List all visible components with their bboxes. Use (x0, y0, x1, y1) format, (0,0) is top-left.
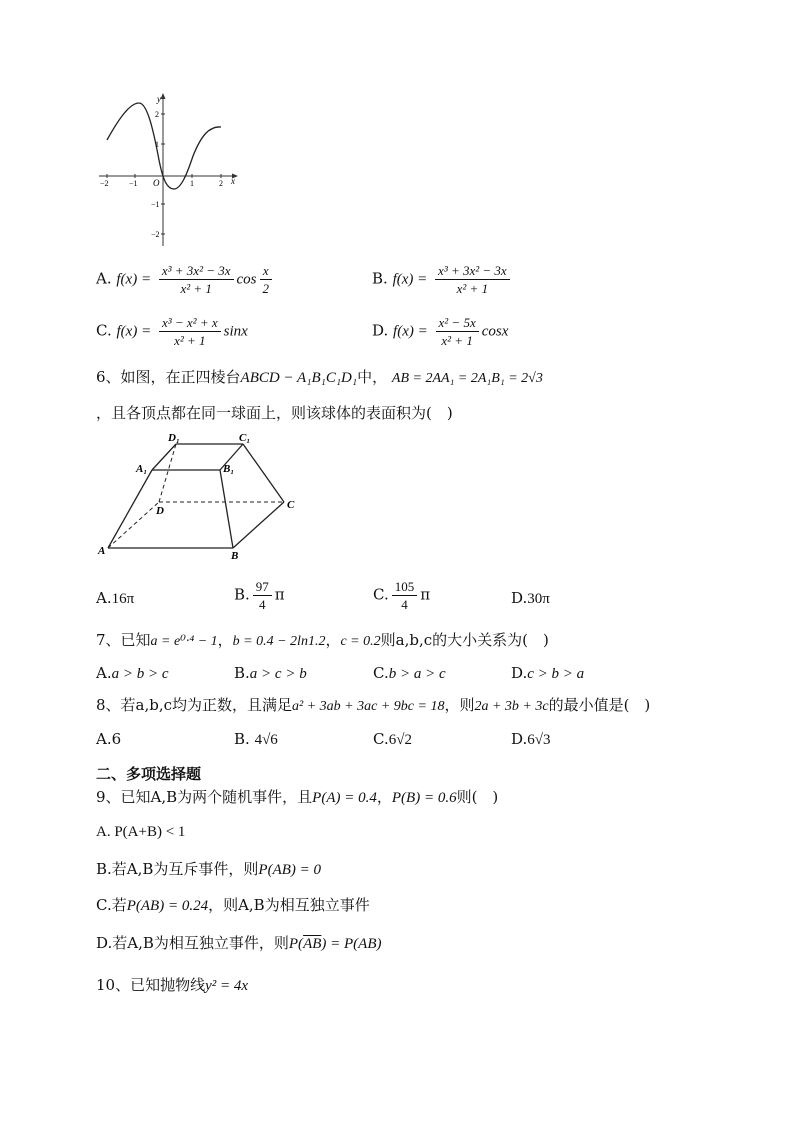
q5-option-c[interactable]: C. f(x) = $\frac{\text{x³ − x² + x}}{\text{x² + 1}}$ sinx (96, 315, 248, 348)
vertex-label-b: B (231, 550, 239, 560)
y-tick-label: 2 (155, 110, 159, 119)
q9-option-c[interactable]: C.若P(AB) = 0.24，则A,B为相互独立事件 (96, 896, 370, 914)
q6-option-c[interactable]: C. $\frac{105}{4}$ π (373, 579, 431, 612)
x-tick-label: −1 (129, 179, 138, 188)
q10-stem: 10、已知抛物线y² = 4x (96, 976, 249, 994)
vertex-label-a: A (98, 545, 106, 557)
q7-option-a[interactable]: A.a > b > c (96, 664, 169, 682)
vertex-label-c1: C₁ (239, 432, 251, 444)
q6-option-b[interactable]: B. $\frac{97}{4}$ π (234, 579, 285, 612)
q8-option-c[interactable]: C.6√2 (373, 730, 412, 748)
q9-stem: 9、已知A,B为两个随机事件，且P(A) = 0.4，P(B) = 0.6则( ) (96, 788, 499, 806)
q5-option-b[interactable]: B. f(x) = $\frac{\text{x³ + 3x² − 3x}}{\text{x² + 1}}$ (372, 262, 513, 297)
q8-option-b[interactable]: B. 4√6 (234, 730, 278, 748)
q9-option-b[interactable]: B.若A,B为互斥事件，则P(AB) = 0 (96, 860, 322, 878)
fraction: $\frac{\text{x³ + 3x² − 3x}}{\text{x² + 1}}$ (159, 262, 234, 297)
q7-stem: 7、已知a = e⁰·⁴ − 1，b = 0.4 − 2ln1.2，c = 0.2则a,b,c的大小关系为( ) (96, 631, 549, 649)
y-axis-arrow-icon (161, 93, 166, 99)
vertex-label-b1: B₁ (223, 463, 235, 475)
q6-option-a[interactable]: A.16π (96, 589, 135, 607)
y-axis-label: y (157, 94, 161, 104)
q5-option-d[interactable]: D. f(x) = $\frac{\text{x² − 5x}}{\text{x² + 1}}$ cosx (372, 315, 509, 348)
frustum-figure (96, 430, 306, 560)
q9-option-a[interactable]: A. P(A+B) < 1 (96, 824, 186, 840)
q6-stem-line1: 6、如图，在正四棱台ABCD − A₁B₁C₁D₁中， AB = 2AA₁ = 2A₁B₁ = 2√3 (96, 368, 543, 386)
x-tick-label: 2 (219, 179, 223, 188)
vertex-label-a1: A₁ (136, 463, 148, 475)
y-tick-label: −1 (151, 200, 160, 209)
y-tick-label: 1 (155, 140, 159, 149)
vertex-label-c: C (287, 499, 295, 511)
complement-bar: $\overline{AB}$ (303, 936, 322, 952)
q8-stem: 8、若a,b,c均为正数，且满足a² + 3ab + 3ac + 9bc = 18，则2a + 3b + 3c的最小值是( ) (96, 696, 651, 714)
x-tick-label: 1 (190, 179, 194, 188)
x-tick-label: −2 (100, 179, 109, 188)
q6-stem-line2: ，且各顶点都在同一球面上，则该球体的表面积为( ) (96, 404, 453, 422)
x-axis-label: x (231, 176, 235, 186)
origin-label: O (153, 178, 160, 188)
q6-option-d[interactable]: D.30π (511, 589, 550, 607)
q9-option-d[interactable]: D.若A,B为相互独立事件，则$P(\overline{AB}) = P(AB)$ (96, 934, 382, 952)
section-heading: 二、多项选择题 (96, 765, 202, 783)
vertex-label-d1: D₁ (168, 432, 180, 444)
q7-option-c[interactable]: C.b > a > c (373, 664, 446, 682)
fraction: $\frac{x}{2}$ (260, 262, 273, 297)
fraction: $\frac{\text{x³ − x² + x}}{\text{x² + 1}}$ (159, 314, 221, 349)
q8-option-a[interactable]: A.6 (96, 730, 122, 748)
q7-option-d[interactable]: D.c > b > a (511, 664, 585, 682)
fraction: $\frac{\text{x² − 5x}}{\text{x² + 1}}$ (436, 314, 479, 349)
q7-option-b[interactable]: B.a > c > b (234, 664, 307, 682)
y-tick-label: −2 (151, 230, 160, 239)
fraction: $\frac{\text{x³ + 3x² − 3x}}{\text{x² + 1}}$ (435, 262, 510, 297)
function-graph (95, 88, 245, 250)
q5-option-a[interactable]: A. f(x) = $\frac{\text{x³ + 3x² − 3x}}{\text{x² + 1}}$ cos $\frac{x}{2}$ (96, 262, 275, 297)
vertex-label-d: D (156, 505, 164, 517)
q8-option-d[interactable]: D.6√3 (511, 730, 551, 748)
